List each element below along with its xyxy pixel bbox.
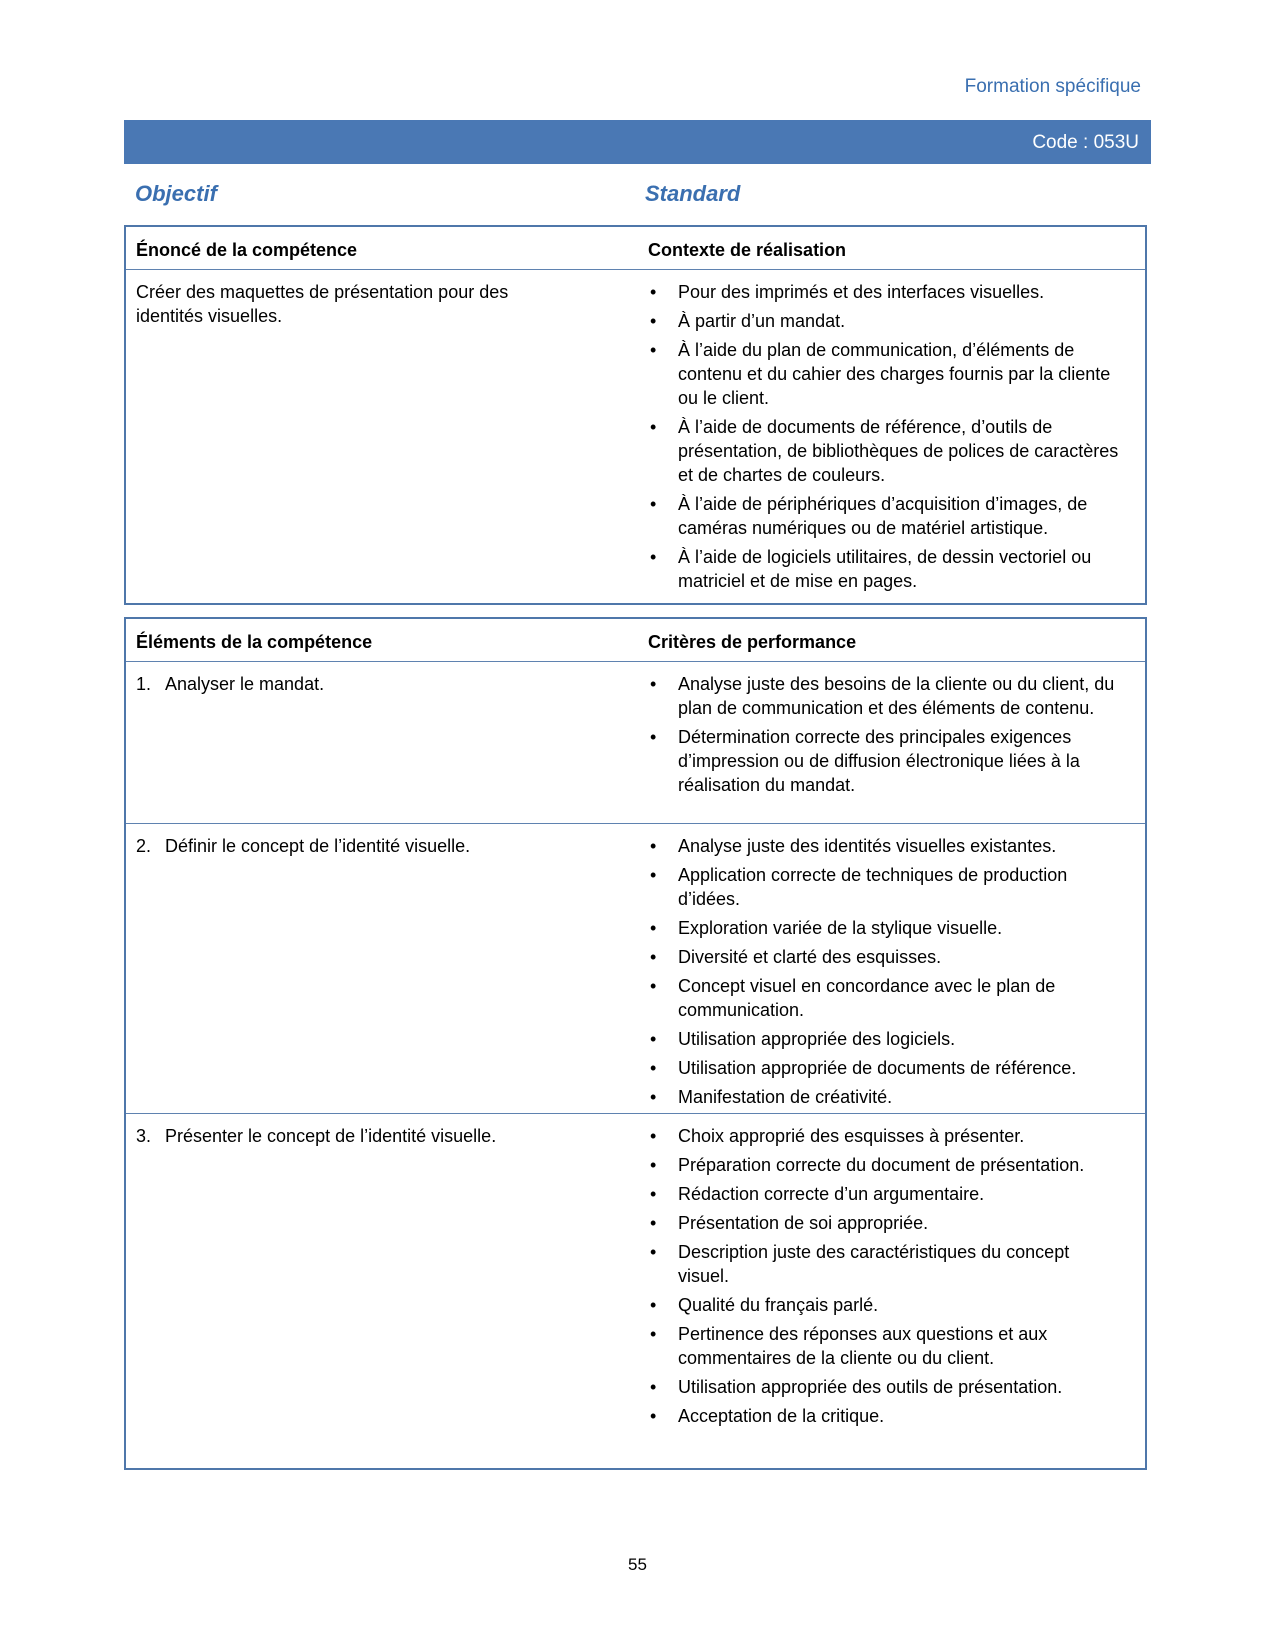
table-row (126, 661, 1145, 824)
program-label: Formation spécifique (964, 76, 1141, 97)
objective-title: Objectif (135, 181, 217, 206)
list-item: • Manifestation de créativité. (648, 1085, 1124, 1109)
page-number: 55 (628, 1555, 647, 1574)
list-item: • Pour des imprimés et des interfaces visuelles. (648, 280, 1124, 304)
competence-statement-header: Énoncé de la compétence (136, 240, 358, 260)
table-row (126, 1113, 1145, 1468)
list-item: • Utilisation appropriée de documents de référence. (648, 1056, 1124, 1080)
context-header: Contexte de réalisation (648, 240, 847, 260)
list-item: • Qualité du français parlé. (648, 1293, 1124, 1317)
elements-table (124, 617, 1147, 1470)
element-text: Présenter le concept de l’identité visuelle. (165, 1126, 497, 1146)
list-item: • Analyse juste des identités visuelles existantes. (648, 834, 1124, 858)
list-item: • Choix approprié des esquisses à présenter. (648, 1124, 1124, 1148)
list-item: • Diversité et clarté des esquisses. (648, 945, 1124, 969)
criteria-list (648, 1124, 1124, 1433)
competence-table-header (126, 227, 1145, 269)
competence-table-body (126, 269, 1145, 603)
element-label (136, 1124, 556, 1148)
element-label (136, 834, 556, 858)
competence-statement: Créer des maquettes de présentation pour des identités visuelles. (136, 282, 509, 326)
header-band (124, 120, 1151, 164)
criteria-list (648, 672, 1124, 802)
elements-table-header (126, 619, 1145, 661)
list-item: • Préparation correcte du document de présentation. (648, 1153, 1124, 1177)
competence-table (124, 225, 1147, 605)
list-item: • Analyse juste des besoins de la cliente ou du client, du plan de communication et des éléments de contenu. (648, 672, 1124, 720)
list-item: • À partir d’un mandat. (648, 309, 1124, 333)
list-item: • À l’aide de logiciels utilitaires, de dessin vectoriel ou matriciel et de mise en pages. (648, 545, 1124, 593)
list-item: • Rédaction correcte d’un argumentaire. (648, 1182, 1124, 1206)
list-item: • Description juste des caractéristiques du concept visuel. (648, 1240, 1124, 1288)
element-number: 3. (136, 1126, 152, 1146)
list-item: • Détermination correcte des principales exigences d’impression ou de diffusion électronique liées à la réalisation du mandat. (648, 725, 1124, 797)
course-code: Code : 053U (1032, 132, 1139, 153)
element-text: Définir le concept de l’identité visuelle. (165, 836, 471, 856)
list-item: • Exploration variée de la stylique visuelle. (648, 916, 1124, 940)
list-item: • À l’aide du plan de communication, d’éléments de contenu et du cahier des charges fournis par la cliente ou le client. (648, 338, 1124, 410)
list-item: • Utilisation appropriée des logiciels. (648, 1027, 1124, 1051)
element-label (136, 672, 556, 696)
list-item: • Acceptation de la critique. (648, 1404, 1124, 1428)
list-item: • Application correcte de techniques de production d’idées. (648, 863, 1124, 911)
element-text: Analyser le mandat. (165, 674, 325, 694)
criteria-list (648, 834, 1124, 1114)
list-item: • À l’aide de documents de référence, d’outils de présentation, de bibliothèques de polices de caractères et de chartes de couleurs. (648, 415, 1124, 487)
standard-title: Standard (645, 181, 741, 206)
criteria-header: Critères de performance (648, 632, 857, 652)
elements-header: Éléments de la compétence (136, 632, 373, 652)
list-item: • À l’aide de périphériques d’acquisition d’images, de caméras numériques ou de matériel artistique. (648, 492, 1124, 540)
list-item: • Pertinence des réponses aux questions et aux commentaires de la cliente ou du client. (648, 1322, 1124, 1370)
list-item: • Concept visuel en concordance avec le plan de communication. (648, 974, 1124, 1022)
list-item: • Utilisation appropriée des outils de présentation. (648, 1375, 1124, 1399)
table-row (126, 823, 1145, 1114)
element-number: 1. (136, 674, 152, 694)
list-item: • Présentation de soi appropriée. (648, 1211, 1124, 1235)
context-list (648, 280, 1124, 598)
element-number: 2. (136, 836, 152, 856)
